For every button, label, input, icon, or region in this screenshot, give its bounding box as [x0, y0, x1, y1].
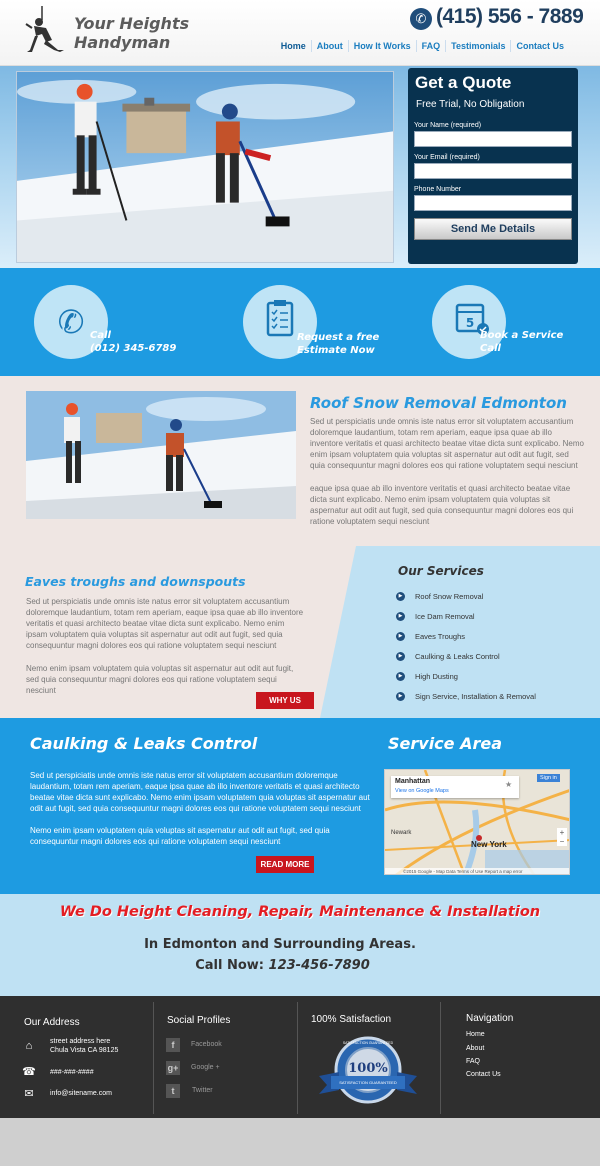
quote-subtitle: Free Trial, No Obligation [416, 99, 525, 110]
book-text[interactable] [480, 329, 563, 355]
service-area-title: Service Area [388, 734, 503, 753]
hero-section [0, 66, 600, 268]
phone-handset-icon: ✆ [57, 304, 85, 340]
roof-snow-paragraph-2: eaque ipsa quae ab illo inventore veritatis et quasi architecto beatae vitae dicta sunt explicabo. Nemo enim ipsam voluptatem quia voluptas sit aspernatur aut odit aut fugit, sed quia consequuntur magni dolores eos qui ratione voluptatem sequi nesciunt [310, 484, 574, 526]
footer-satisfaction-title: 100% Satisfaction [311, 1014, 392, 1025]
footer-phone: ###-###-#### [50, 1069, 94, 1076]
arrow-right-icon: ▶ [396, 652, 405, 661]
address-line-2: Chula Vista CA 98125 [50, 1047, 119, 1054]
cta-call-label: Call Now: [195, 958, 264, 973]
footer-divider [297, 1002, 298, 1114]
service-item-roof-snow[interactable] [396, 592, 483, 601]
service-item-ice-dam[interactable] [396, 612, 475, 621]
service-label: Ice Dam Removal [415, 612, 475, 621]
service-area-map[interactable] [384, 769, 570, 875]
map-sign-in[interactable]: Sign in [537, 774, 560, 782]
main-nav [276, 40, 569, 52]
nav-faq[interactable]: FAQ [416, 40, 446, 52]
home-icon: ⌂ [25, 1040, 33, 1052]
phone-label: Phone Number [414, 186, 462, 193]
phone-input[interactable] [414, 195, 572, 211]
map-label-newark: Newark [391, 830, 412, 836]
badge-center-text: 100% [348, 1061, 388, 1076]
roof-snow-section [0, 376, 600, 546]
google-plus-icon[interactable]: g+ [167, 1063, 179, 1073]
logo-line-2: Handyman [74, 33, 171, 52]
map-label-new-york: New York [471, 840, 507, 849]
name-label: Your Name (required) [414, 122, 482, 129]
map-link[interactable]: View on Google Maps [395, 788, 449, 794]
arrow-right-icon: ▶ [396, 612, 405, 621]
mail-icon: ✉ [24, 1088, 34, 1100]
service-label: Roof Snow Removal [415, 592, 484, 601]
logo-text[interactable] [74, 14, 189, 52]
service-label: Sign Service, Installation & Removal [415, 692, 536, 701]
social-twitter[interactable]: Twitter [192, 1087, 213, 1094]
badge-top-text: SATISFACTION GUARANTEED [342, 1041, 394, 1045]
eaves-paragraph-1: Sed ut perspiciatis unde omnis iste natus error sit voluptatem accusantium doloremque laudantium, totam rem aperiam, eaque ipsa quae ab illo inventore veritatis et quasi architecto beatae vitae dicta sunt explicabo. Nemo enim ipsam voluptatem quia voluptas sit aspernatur aut odit aut fugit, sed quia consequuntur magni dolores eos qui ratione voluptatem sequi nesciunt [26, 597, 304, 650]
social-google-plus[interactable]: Google + [191, 1064, 220, 1071]
page-bottom-strip [0, 1118, 600, 1166]
eaves-services-section [0, 546, 600, 718]
arrow-right-icon: ▶ [396, 592, 405, 601]
roof-snow-photo [26, 391, 296, 519]
address-line-1: street address here [50, 1038, 111, 1045]
footer-divider [153, 1002, 154, 1114]
why-us-button[interactable]: WHY US [256, 692, 314, 709]
caulking-paragraph-1: Sed ut perspiciatis unde omnis iste natus error sit voluptatem accusantium doloremque laudantium, totam rem aperiam, eaque ipsa quae ab illo inventore veritatis et quasi architecto beatae vitae dicta sunt explicabo. Nemo enim ipsam voluptatem quia voluptas sit aspernatur aut odit aut fugit, sed quia consequuntur magni dolores eos qui ratione voluptatem sequi nesciunt [30, 771, 370, 813]
roof-workers-photo [16, 71, 394, 263]
cta-call-now[interactable] [0, 958, 565, 973]
arrow-right-icon: ▶ [396, 692, 405, 701]
footer-nav-about[interactable]: About [466, 1045, 485, 1052]
email-input[interactable] [414, 163, 572, 179]
service-item-sign[interactable] [396, 692, 536, 701]
call-label: Call [90, 330, 111, 341]
badge-ribbon-text: SATISFACTION GUARANTEED [339, 1080, 397, 1085]
footer-nav-home[interactable]: Home [466, 1031, 485, 1038]
nav-contact-us[interactable]: Contact Us [510, 40, 569, 52]
header-phone-number[interactable]: (415) 556 - 7889 [436, 5, 584, 28]
service-item-caulking[interactable] [396, 652, 500, 661]
footer-nav-contact[interactable]: Contact Us [466, 1071, 501, 1078]
twitter-icon[interactable]: t [166, 1084, 180, 1098]
telephone-icon: ☎ [22, 1066, 36, 1078]
footer-social-title: Social Profiles [167, 1015, 231, 1026]
cta-slogan: We Do Height Cleaning, Repair, Maintenance & Installation [59, 904, 541, 920]
call-text[interactable] [90, 329, 176, 355]
footer-address-title: Our Address [24, 1017, 80, 1028]
eaves-title: Eaves troughs and downspouts [25, 574, 246, 589]
nav-about[interactable]: About [311, 40, 348, 52]
service-label: Eaves Troughs [415, 632, 466, 641]
star-icon[interactable]: ★ [505, 780, 513, 789]
service-item-eaves[interactable] [396, 632, 465, 641]
footer-address [50, 1037, 118, 1055]
quote-form [408, 68, 578, 264]
caulking-title: Caulking & Leaks Control [30, 734, 258, 753]
read-more-button[interactable]: READ MORE [256, 856, 314, 873]
book-line-1: Book a Service [480, 330, 564, 341]
footer-divider [440, 1002, 441, 1114]
map-info-card [391, 776, 519, 798]
send-details-button[interactable]: Send Me Details [414, 218, 572, 240]
contact-band [0, 268, 600, 376]
svg-text:5: 5 [465, 316, 475, 330]
arrow-right-icon: ▶ [396, 672, 405, 681]
estimate-text[interactable] [297, 331, 379, 357]
service-label: Caulking & Leaks Control [415, 652, 500, 661]
facebook-icon[interactable]: f [166, 1038, 180, 1052]
cta-call-number[interactable]: 123-456-7890 [268, 958, 370, 973]
eaves-paragraph-2: Nemo enim ipsam voluptatem quia voluptas sit aspernatur aut odit aut fugit, sed quia consequuntur magni dolores eos qui ratione voluptatem sequi nesciunt [26, 664, 294, 695]
footer-email[interactable]: info@sitename.com [50, 1090, 112, 1097]
phone-icon: ✆ [410, 8, 432, 30]
service-label: High Dusting [415, 672, 458, 681]
cta-areas: In Edmonton and Surrounding Areas. [144, 937, 416, 952]
footer-nav-faq[interactable]: FAQ [466, 1058, 481, 1065]
estimate-line-2: Estimate Now [297, 345, 375, 356]
email-label: Your Email (required) [414, 154, 480, 161]
caulking-section [0, 718, 600, 894]
map-place: Manhattan [395, 778, 430, 785]
social-facebook[interactable]: Facebook [191, 1041, 222, 1048]
book-line-2: Call [480, 343, 501, 354]
caulking-paragraph-2: Nemo enim ipsam voluptatem quia voluptas sit aspernatur aut odit aut fugit, sed quia consequuntur magni dolores eos qui ratione voluptatem sequi nesciunt [30, 826, 330, 846]
zoom-controls[interactable]: + − [557, 828, 567, 846]
roof-snow-paragraph-1: Sed ut perspiciatis unde omnis iste natus error sit voluptatem accusantium doloremque laudantium, totam rem aperiam, eaque ipsa quae ab illo inventore veritatis et quasi architecto beatae vitae dicta sunt explicabo. Nemo enim ipsam voluptatem quia voluptas sit aspernatur aut odit aut fugit, sed quia consequuntur magni dolores eos qui ratione voluptatem sequi nesciunt [310, 417, 584, 470]
satisfaction-badge [317, 1032, 419, 1110]
roof-snow-title: Roof Snow Removal Edmonton [310, 394, 567, 412]
footer-nav-title: Navigation [466, 1013, 514, 1024]
nav-home[interactable]: Home [280, 41, 306, 51]
services-title: Our Services [398, 564, 484, 578]
nav-how-it-works[interactable]: How It Works [348, 40, 416, 52]
call-number: (012) 345-6789 [90, 343, 177, 354]
site-footer [0, 996, 600, 1118]
estimate-line-1: Request a free [297, 332, 380, 343]
arrow-right-icon: ▶ [396, 632, 405, 641]
climber-logo-icon [24, 6, 68, 58]
cta-section [0, 894, 600, 996]
service-item-high-dusting[interactable] [396, 672, 458, 681]
logo-line-1: Your Heights [74, 14, 190, 33]
name-input[interactable] [414, 131, 572, 147]
map-attribution: ©2015 Google - Map Data Terms of Use Report a map error [385, 868, 570, 875]
site-header [0, 0, 600, 66]
quote-title: Get a Quote [415, 73, 512, 92]
nav-testimonials[interactable]: Testimonials [445, 40, 510, 52]
